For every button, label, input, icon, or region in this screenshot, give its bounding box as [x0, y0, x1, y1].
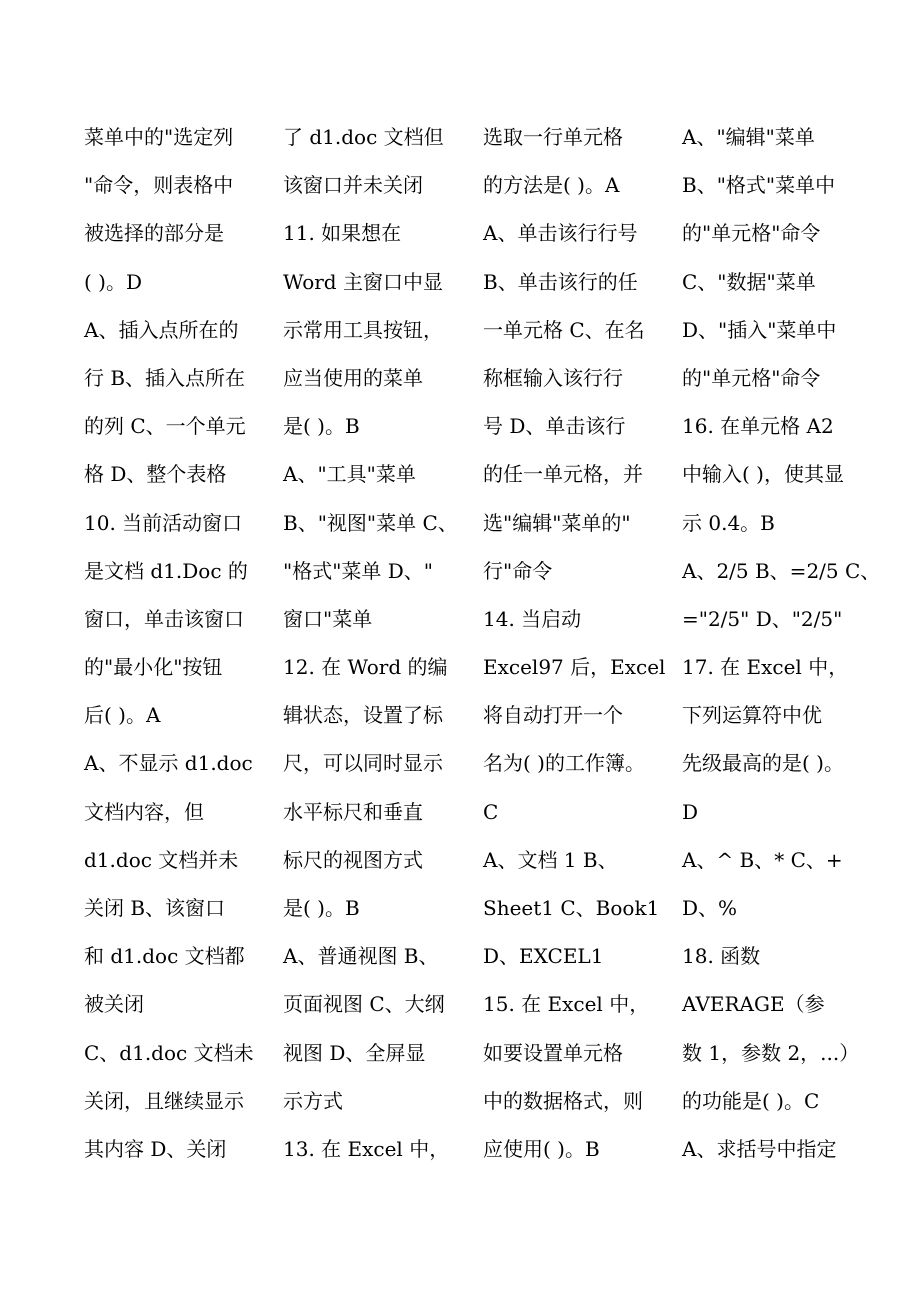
text-line: 15. 在 Excel 中，	[483, 992, 650, 1017]
text-line: 是文档 d1.Doc 的	[84, 558, 248, 583]
text-line: 页面视图 C、大纲	[283, 992, 445, 1017]
text-line: 10. 当前活动窗口	[84, 510, 243, 535]
text-line: C	[483, 799, 499, 824]
text-column-2	[283, 113, 465, 1173]
text-line: 的列 C、一个单元	[84, 414, 246, 439]
text-line: D	[682, 799, 699, 824]
text-line: A、单击该行行号	[483, 221, 638, 246]
text-line: 的"单元格"命令	[682, 365, 821, 390]
text-line: 该窗口并未关闭	[283, 173, 423, 198]
text-column-4	[682, 113, 881, 1173]
text-line: AVERAGE（参	[682, 992, 825, 1017]
text-line: A、插入点所在的	[84, 317, 239, 342]
text-line: A、"工具"菜单	[283, 462, 416, 487]
text-line: 应使用( )。B	[483, 1136, 600, 1161]
text-line: A、求括号中指定	[682, 1136, 837, 1161]
text-line: 行"命令	[483, 558, 553, 583]
text-line: B、"视图"菜单 C、	[283, 510, 458, 535]
text-line: 水平标尺和垂直	[283, 799, 423, 824]
text-line: 数 1，参数 2，...）	[682, 1040, 860, 1065]
text-line: 视图 D、全屏显	[283, 1040, 426, 1065]
text-line: 称框输入该行行	[483, 365, 623, 390]
text-line: 16. 在单元格 A2	[682, 414, 834, 439]
text-line: 其内容 D、关闭	[84, 1136, 227, 1161]
text-line: 选"编辑"菜单的"	[483, 510, 631, 535]
text-line: 示 0.4。B	[682, 510, 775, 535]
text-line: 的方法是( )。A	[483, 173, 620, 198]
text-line: A、^ B、* C、+	[682, 847, 843, 872]
text-line: 中输入( )，使其显	[682, 462, 844, 487]
text-line: "命令，则表格中	[84, 173, 234, 198]
text-line: 示常用工具按钮，	[283, 317, 443, 342]
text-line: 先级最高的是( )。	[682, 751, 844, 776]
text-line: 辑状态，设置了标	[283, 703, 443, 728]
text-line: 如要设置单元格	[483, 1040, 623, 1065]
text-line: 标尺的视图方式	[283, 847, 423, 872]
text-line: A、不显示 d1.doc	[84, 751, 253, 776]
text-line: 11. 如果想在	[283, 221, 402, 246]
text-line: 中的数据格式，则	[483, 1088, 643, 1113]
text-line: C、d1.doc 文档未	[84, 1040, 254, 1065]
text-line: 示方式	[283, 1088, 343, 1113]
text-line: 文档内容，但	[84, 799, 204, 824]
text-line: 是( )。B	[283, 414, 360, 439]
text-line: 的"单元格"命令	[682, 221, 821, 246]
text-line: B、单击该行的任	[483, 269, 638, 294]
text-line: 尺，可以同时显示	[283, 751, 443, 776]
text-line: ( )。D	[84, 269, 142, 294]
text-line: 了 d1.doc 文档但	[283, 125, 444, 149]
text-line: "格式"菜单 D、"	[283, 558, 433, 583]
text-line: d1.doc 文档并未	[84, 847, 239, 872]
text-line: 号 D、单击该行	[483, 414, 626, 439]
text-line: 菜单中的"选定列	[84, 125, 234, 149]
text-line: C、"数据"菜单	[682, 269, 816, 294]
text-line: ="2/5" D、"2/5"	[682, 606, 843, 631]
text-line: A、文档 1 B、	[483, 847, 618, 872]
text-line: Excel97 后，Excel	[483, 655, 666, 680]
text-line: 13. 在 Excel 中，	[283, 1136, 450, 1161]
text-line: 行 B、插入点所在	[84, 365, 246, 390]
text-line: 17. 在 Excel 中，	[682, 655, 849, 680]
text-line: 14. 当启动	[483, 606, 582, 631]
text-line: 下列运算符中优	[682, 703, 822, 728]
text-line: 被关闭	[84, 992, 144, 1017]
text-line: 格 D、整个表格	[84, 462, 227, 487]
text-line: 的功能是( )。C	[682, 1088, 820, 1113]
text-line: 窗口"菜单	[283, 606, 373, 631]
text-line: A、2/5 B、=2/5 C、	[682, 558, 881, 583]
text-line: 窗口，单击该窗口	[84, 606, 244, 631]
text-line: A、普通视图 B、	[283, 944, 439, 969]
text-column-1	[84, 113, 266, 1173]
text-line: 和 d1.doc 文档都	[84, 944, 245, 969]
text-line: A、"编辑"菜单	[682, 125, 815, 149]
text-line: D、EXCEL1	[483, 944, 604, 969]
text-line: 是( )。B	[283, 896, 360, 920]
text-line: Word 主窗口中显	[283, 269, 443, 294]
text-line: 选取一行单元格	[483, 125, 623, 149]
text-line: 应当使用的菜单	[283, 365, 423, 390]
text-line: D、"插入"菜单中	[682, 317, 837, 342]
text-line: Sheet1 C、Book1	[483, 896, 660, 920]
text-line: 被选择的部分是	[84, 221, 224, 246]
text-column-3	[483, 113, 665, 1173]
text-line: B、"格式"菜单中	[682, 173, 836, 198]
text-line: 18. 函数	[682, 944, 761, 969]
text-line: 一单元格 C、在名	[483, 317, 645, 342]
text-line: 12. 在 Word 的编	[283, 655, 448, 680]
text-line: 将自动打开一个	[483, 703, 623, 728]
text-line: 后( )。A	[84, 703, 161, 728]
text-line: 的任一单元格，并	[483, 462, 643, 487]
text-line: D、%	[682, 896, 738, 920]
text-line: 名为( )的工作簿。	[483, 751, 645, 776]
text-line: 关闭 B、该窗口	[84, 896, 226, 920]
text-line: 关闭，且继续显示	[84, 1088, 244, 1113]
text-line: 的"最小化"按钮	[84, 655, 223, 680]
